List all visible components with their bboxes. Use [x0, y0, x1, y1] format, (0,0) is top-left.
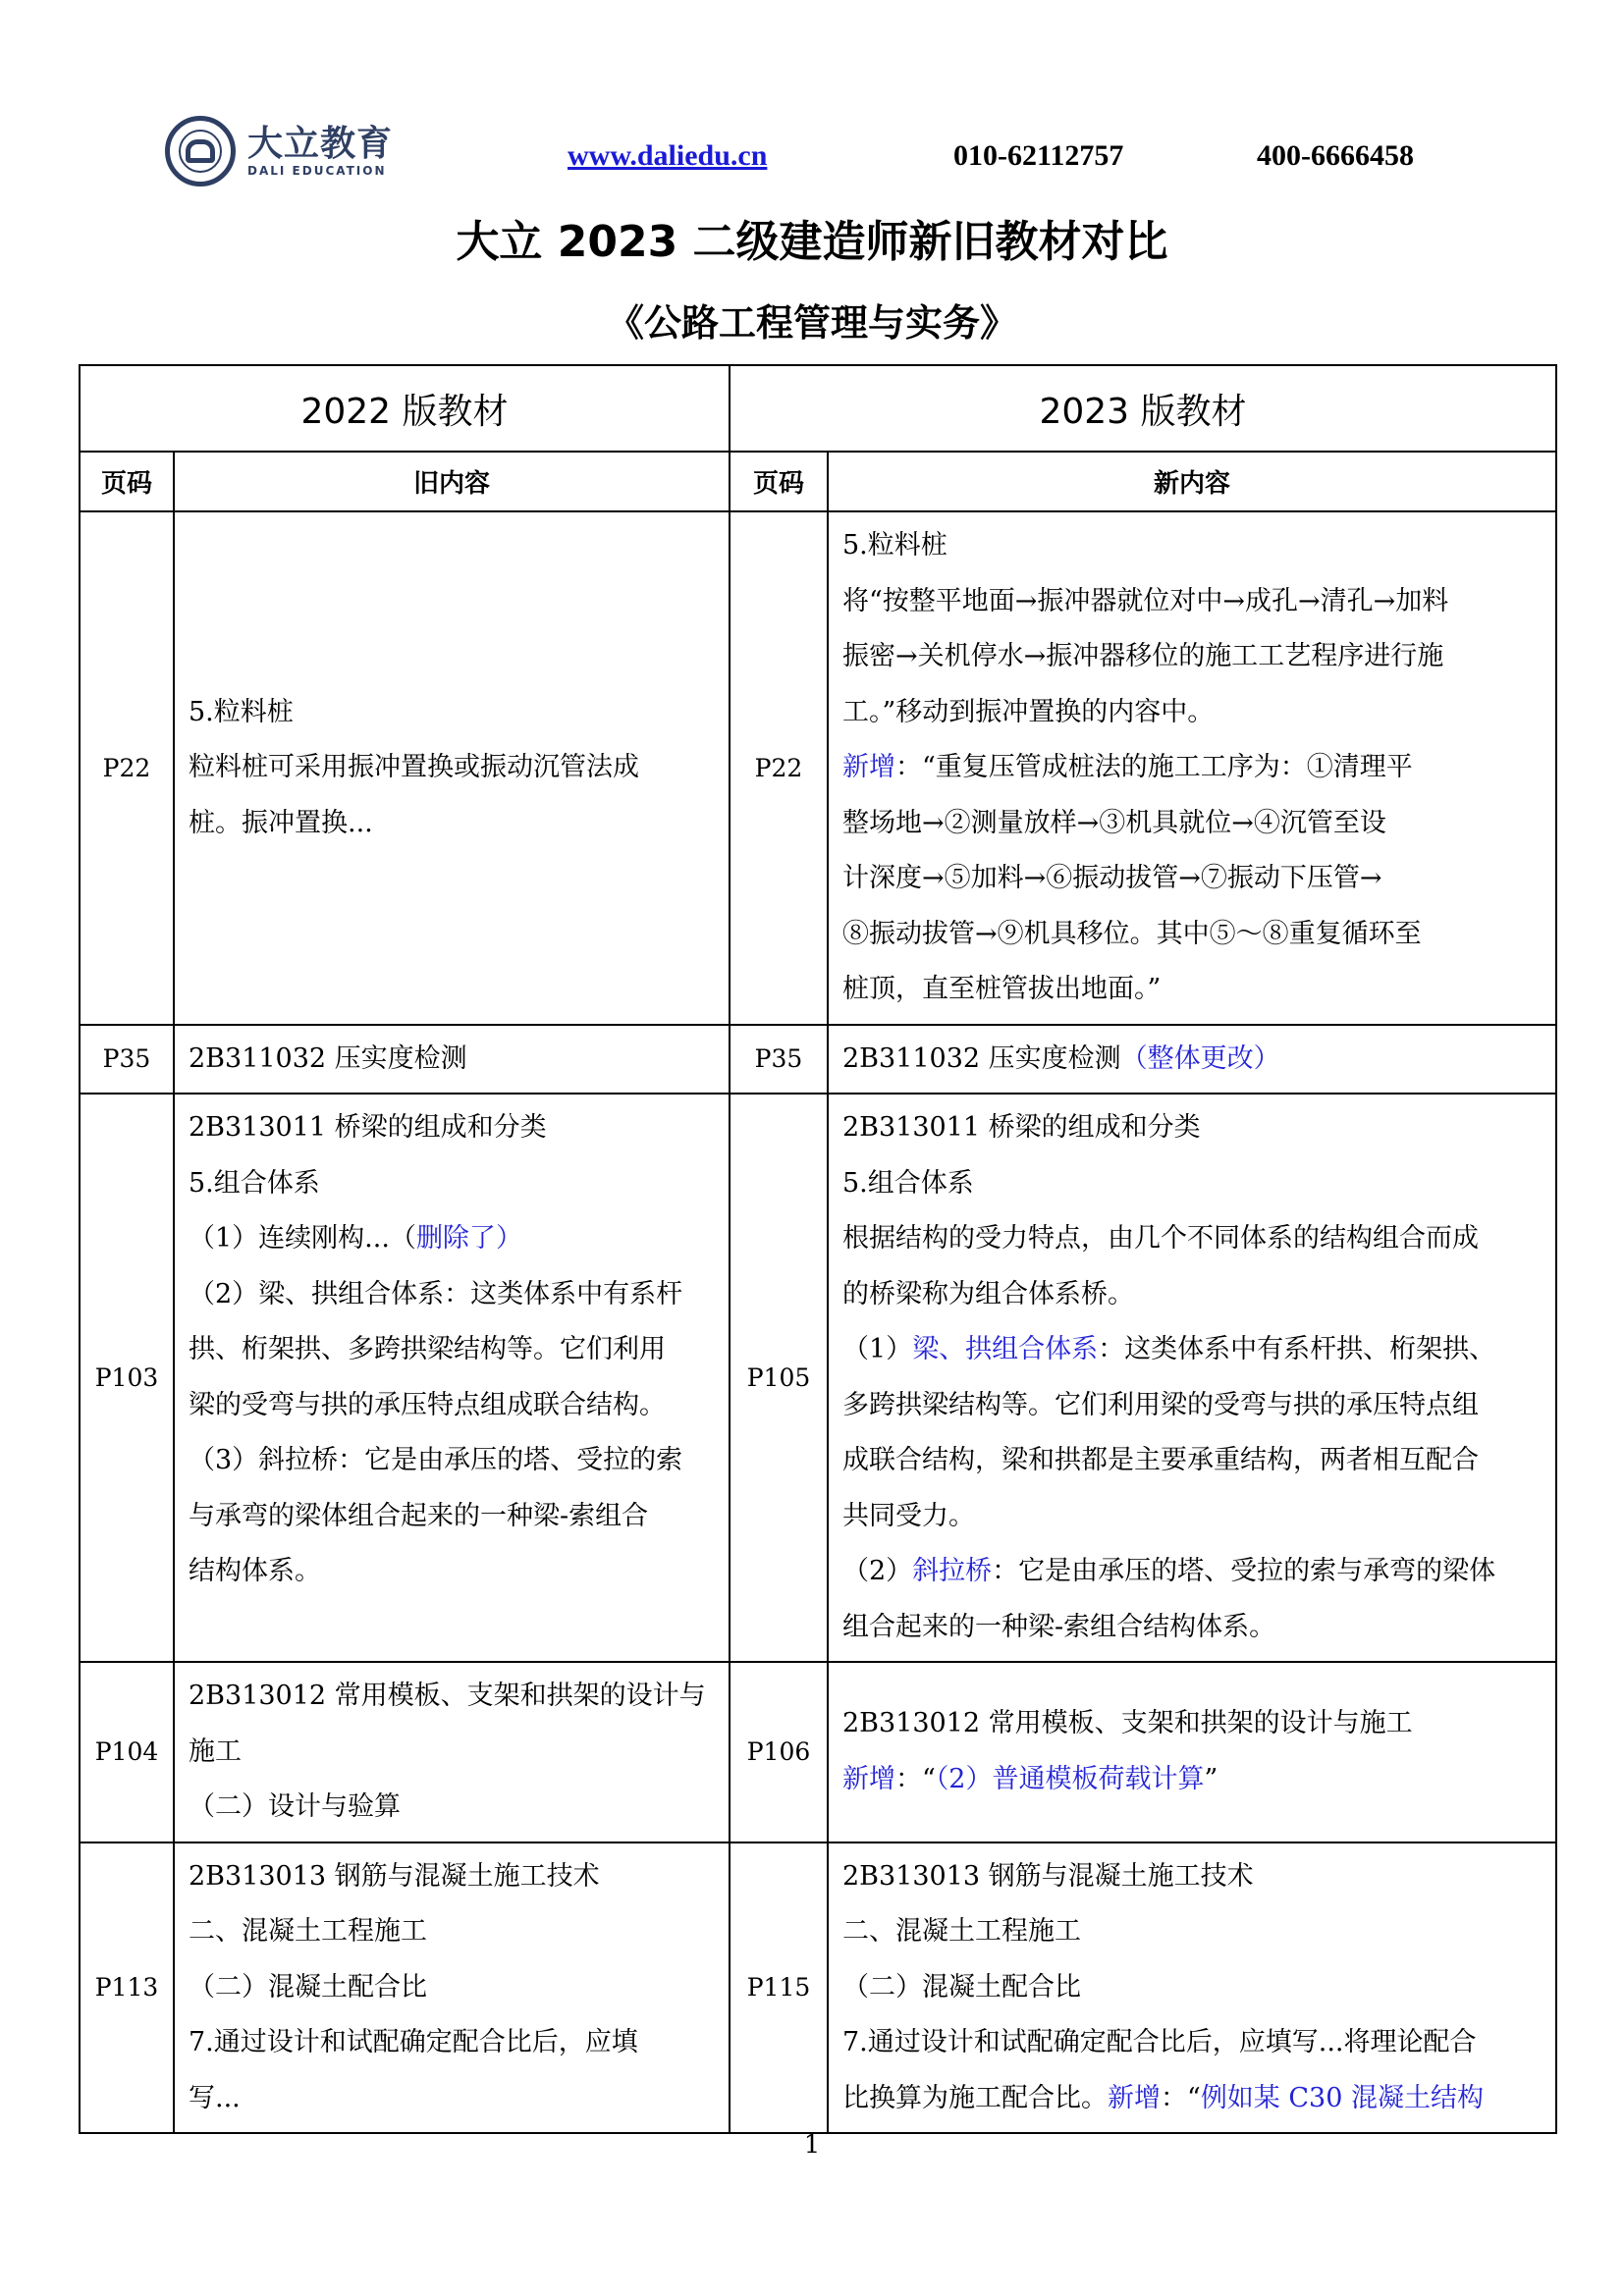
text-line: （3）斜拉桥：它是由承压的塔、受拉的索 [189, 1445, 683, 1475]
highlight-term: 例如某 C30 混凝土结构 [1200, 2082, 1484, 2113]
text-line [842, 2071, 1543, 2127]
text-line: 2B313012 常用模板、支架和拱架的设计与 [189, 1681, 706, 1711]
change-marker: 整体更改 [1147, 1042, 1254, 1074]
text-line: 2B313013 钢筋与混凝土施工技术 [842, 1860, 1254, 1892]
text-segment: 比换算为施工配合比。 [842, 2082, 1108, 2113]
old-content [174, 1842, 730, 2134]
document-subtitle: 《公路工程管理与实务》 [606, 301, 1017, 345]
text-line [842, 1032, 1543, 1088]
table-row [80, 1025, 1556, 1095]
new-content [828, 511, 1556, 1025]
text-line: （2）梁、拱组合体系：这类体系中有系杆 [189, 1278, 683, 1309]
text-segment: ：这类体系中有系杆拱、桁架拱、 [1098, 1334, 1496, 1364]
text-line: 的桥梁称为组合体系桥。 [842, 1278, 1134, 1309]
text-line: 梁的受弯与拱的承压特点组成联合结构。 [189, 1389, 666, 1420]
new-content [828, 1842, 1556, 2134]
text-line: 粒料桩可采用振冲置换或振动沉管法成 [189, 752, 639, 782]
text-segment: ） [495, 1223, 522, 1254]
phone-number-2: 400-6666458 [1257, 139, 1414, 172]
text-line: 二、混凝土工程施工 [189, 1916, 427, 1947]
text-line: 施工 [189, 1735, 242, 1767]
column-header-row [80, 452, 1556, 511]
text-line: 7.通过设计和试配确定配合比后，应填写...将理论配合 [842, 2027, 1477, 2057]
table-row [80, 511, 1556, 1025]
deleted-marker: 删除了 [415, 1223, 496, 1254]
text-line: 组合起来的一种梁-索组合结构体系。 [842, 1611, 1276, 1642]
new-content [828, 1094, 1556, 1662]
page-number: 1 [803, 2130, 821, 2160]
old-page-number: P22 [80, 511, 174, 1025]
text-line [842, 1322, 1543, 1378]
text-line: 将“按整平地面→振冲器就位对中→成孔→清孔→加料 [842, 585, 1449, 616]
text-line: 桩。振冲置换... [189, 807, 373, 838]
text-segment: 2B311032 压实度检测 [842, 1042, 1121, 1074]
text-line: 计深度→⑤加料→⑥振动拔管→⑦振动下压管→ [842, 863, 1382, 893]
new-page-number: P35 [730, 1025, 828, 1095]
version-new-header: 2023 版教材 [730, 365, 1556, 452]
text-segment: （ [1120, 1042, 1148, 1074]
old-content [174, 1662, 730, 1842]
text-segment: ） [1253, 1042, 1280, 1074]
text-line: （二）混凝土配合比 [842, 1971, 1081, 2002]
text-segment: ：“ [895, 1763, 936, 1794]
added-marker: 新增 [1108, 2082, 1161, 2113]
text-line: 5.组合体系 [842, 1167, 974, 1199]
old-page-number: P35 [80, 1025, 174, 1095]
text-segment: （1） [842, 1334, 913, 1364]
text-segment: ：“ [1161, 2082, 1201, 2113]
text-line: （二）设计与验算 [189, 1791, 401, 1822]
text-line: 5.粒料桩 [189, 696, 294, 727]
text-segment: ：它是由承压的塔、受拉的索与承弯的梁体 [992, 1556, 1496, 1586]
version-header-row [80, 365, 1556, 452]
highlight-term: 梁、拱组合体系 [912, 1334, 1099, 1364]
text-line: 共同受力。 [842, 1500, 975, 1531]
page-header [165, 116, 1461, 194]
new-page-number: P22 [730, 511, 828, 1025]
text-line: 7.通过设计和试配确定配合比后，应填 [189, 2027, 638, 2057]
col-page-new: 页码 [730, 452, 828, 511]
text-line: 2B313011 桥梁的组成和分类 [842, 1112, 1201, 1143]
text-line [189, 1211, 717, 1267]
text-line: 振密→关机停水→振冲器移位的施工工艺程序进行施 [842, 641, 1444, 671]
text-line [842, 1752, 1543, 1808]
old-page-number: P103 [80, 1094, 174, 1662]
text-line: 整场地→②测量放样→③机具就位→④沉管至设 [842, 807, 1386, 838]
text-line: 成联合结构，梁和拱都是主要承重结构，两者相互配合 [842, 1445, 1479, 1475]
text-line: 根据结构的受力特点，由几个不同体系的结构组合而成 [842, 1223, 1479, 1254]
phone-number-1: 010-62112757 [953, 139, 1124, 172]
new-content [828, 1025, 1556, 1095]
text-segment: （1）连续刚构...（ [189, 1223, 416, 1254]
new-page-number: P105 [730, 1094, 828, 1662]
text-segment: ：“重复压管成桩法的施工工序为：①清理平 [895, 752, 1413, 782]
text-segment: ” [1204, 1763, 1218, 1794]
table-row [80, 1094, 1556, 1662]
logo-chinese-name: 大立教育 [247, 124, 394, 164]
document-title: 大立 2023 二级建造师新旧教材对比 [456, 217, 1168, 267]
text-line: 2B313013 钢筋与混凝土施工技术 [189, 1860, 600, 1892]
text-line: 2B311032 压实度检测 [189, 1042, 467, 1074]
text-line: 工。”移动到振冲置换的内容中。 [842, 696, 1215, 727]
table-row [80, 1662, 1556, 1842]
text-line: 2B313011 桥梁的组成和分类 [189, 1112, 547, 1143]
added-marker: 新增 [842, 752, 895, 782]
comparison-table [79, 364, 1557, 2134]
text-line: 5.粒料桩 [842, 530, 947, 561]
version-old-header: 2022 版教材 [80, 365, 730, 452]
text-line: 桩顶，直至桩管拔出地面。” [842, 974, 1162, 1004]
old-content [174, 1025, 730, 1095]
col-old-content: 旧内容 [174, 452, 730, 511]
text-line: 2B313012 常用模板、支架和拱架的设计与施工 [842, 1708, 1413, 1739]
new-page-number: P115 [730, 1842, 828, 2134]
col-page-old: 页码 [80, 452, 174, 511]
old-page-number: P113 [80, 1842, 174, 2134]
text-line: 二、混凝土工程施工 [842, 1916, 1081, 1947]
website-link[interactable]: www.daliedu.cn [568, 139, 768, 172]
old-page-number: P104 [80, 1662, 174, 1842]
text-line: 多跨拱梁结构等。它们利用梁的受弯与拱的承压特点组 [842, 1389, 1479, 1420]
text-line [842, 740, 1543, 796]
highlight-term: （2）普通模板荷载计算 [935, 1763, 1205, 1794]
text-line: 5.组合体系 [189, 1167, 320, 1199]
added-marker: 新增 [842, 1763, 895, 1794]
text-line: ⑧振动拔管→⑨机具移位。其中⑤～⑧重复循环至 [842, 918, 1422, 949]
old-content [174, 1094, 730, 1662]
new-page-number: P106 [730, 1662, 828, 1842]
text-line [842, 1544, 1543, 1600]
text-line: 写... [189, 2082, 241, 2113]
dali-logo-icon [165, 116, 236, 187]
dali-logo [165, 116, 393, 187]
text-segment: （2） [842, 1556, 913, 1586]
text-line: 拱、桁架拱、多跨拱梁结构等。它们利用 [189, 1334, 666, 1364]
table-row [80, 1842, 1556, 2134]
new-content [828, 1662, 1556, 1842]
logo-english-name: DALI EDUCATION [247, 164, 387, 178]
highlight-term: 斜拉桥 [912, 1556, 993, 1586]
col-new-content: 新内容 [828, 452, 1556, 511]
text-line: （二）混凝土配合比 [189, 1971, 427, 2002]
old-content [174, 511, 730, 1025]
text-line: 与承弯的梁体组合起来的一种梁-索组合 [189, 1500, 649, 1531]
text-line: 结构体系。 [189, 1556, 321, 1586]
